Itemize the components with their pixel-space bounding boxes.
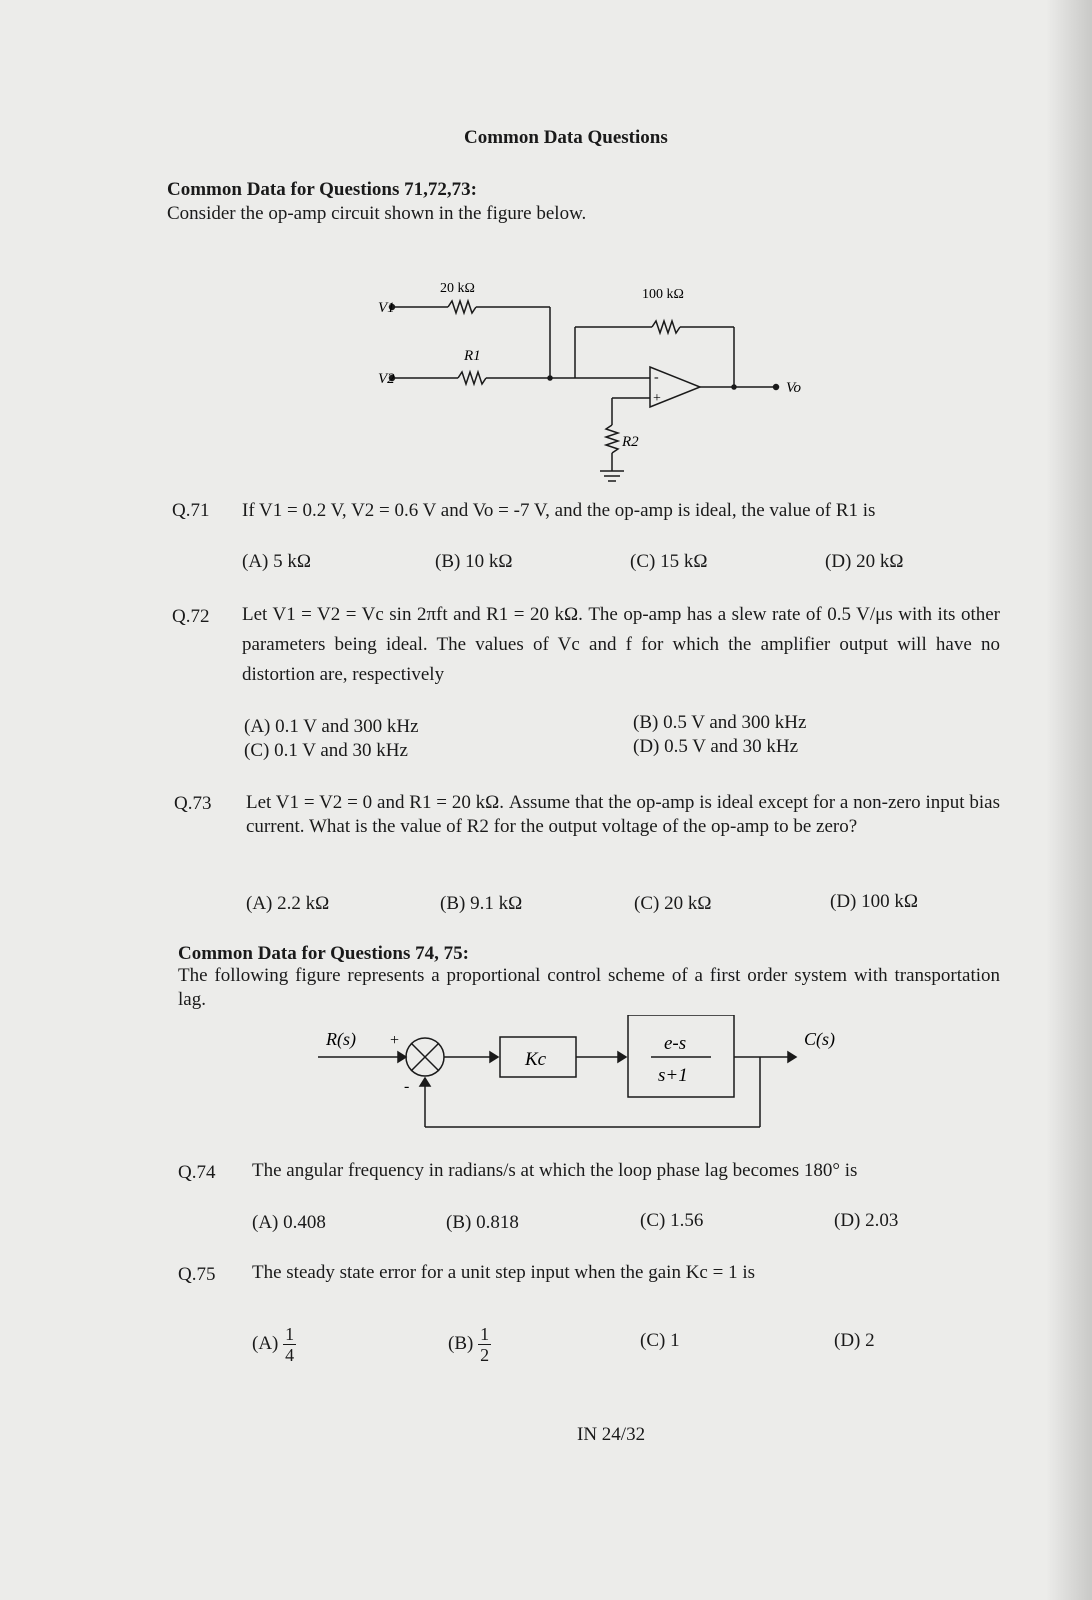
kc-label: Kc: [525, 1049, 547, 1070]
resistor-r1: [458, 372, 486, 384]
vo-label: Vo: [786, 380, 801, 396]
q71-number: Q.71: [172, 500, 210, 521]
q72-option-b: (B) 0.5 V and 300 kHz: [633, 712, 807, 733]
control-block-diagram: [318, 1015, 858, 1135]
section2-intro: The following figure represents a proportional control scheme of a first order system with transportation lag.: [178, 965, 1000, 1010]
resistor-100k: [652, 321, 680, 333]
q75-text: The steady state error for a unit step input when the gain Kc = 1 is: [252, 1262, 755, 1283]
q74-text: The angular frequency in radians/s at which the loop phase lag becomes 180° is: [252, 1160, 858, 1181]
cs-label: C(s): [804, 1029, 835, 1049]
q71-option-c: (C) 15 kΩ: [630, 551, 708, 572]
section1-heading: Common Data for Questions 71,72,73:: [167, 179, 477, 200]
q72-option-c: (C) 0.1 V and 30 kHz: [244, 740, 408, 761]
resistor-20k: [448, 301, 476, 313]
q72-option-d: (D) 0.5 V and 30 kHz: [633, 736, 798, 757]
q71-option-b: (B) 10 kΩ: [435, 551, 513, 572]
page-title: Common Data Questions: [464, 127, 668, 148]
q73-text: Let V1 = V2 = 0 and R1 = 20 kΩ. Assume that the op-amp is ideal except for a non-zero input bias current. What is the value of R2 for the output voltage of the op-amp to be zero?: [246, 792, 1000, 837]
sum-plus-sign: +: [390, 1032, 400, 1049]
q71-option-a: (A) 5 kΩ: [242, 551, 311, 572]
q75-option-a-fraction: $\frac{1}{4}$: [285, 1324, 295, 1365]
q73-option-b: (B) 9.1 kΩ: [440, 893, 523, 914]
q74-option-d: (D) 2.03: [834, 1210, 899, 1231]
q72-text: Let V1 = V2 = Vc sin 2πft and R1 = 20 kΩ. The op-amp has a slew rate of 0.5 V/μs with its other parameters being ideal. The values of Vc and f for which the amplifier output will have no distortion are, respectively: [242, 604, 1000, 685]
q73-option-c: (C) 20 kΩ: [634, 893, 712, 914]
opamp-plus: +: [653, 391, 661, 406]
q75-option-c: (C) 1: [640, 1330, 680, 1351]
q75-option-b-label: (B): [448, 1332, 474, 1354]
q71-option-d: (D) 20 kΩ: [825, 551, 904, 572]
q75-option-a-label: (A): [252, 1332, 279, 1354]
rs-label: R(s): [326, 1029, 356, 1049]
q74-option-b: (B) 0.818: [446, 1212, 519, 1233]
q74-option-c: (C) 1.56: [640, 1210, 704, 1231]
q72-option-a: (A) 0.1 V and 300 kHz: [244, 716, 419, 737]
q75-number: Q.75: [178, 1264, 216, 1285]
vo-terminal: [774, 385, 779, 390]
q74-option-a: (A) 0.408: [252, 1212, 326, 1233]
tf-denominator: s+1: [658, 1065, 688, 1086]
v2-label: V2: [378, 371, 395, 387]
tf-numerator: e-s: [664, 1033, 687, 1054]
q73-number: Q.73: [174, 793, 212, 814]
section1-intro: Consider the op-amp circuit shown in the figure below.: [167, 203, 587, 224]
rf-label: 100 kΩ: [642, 287, 684, 302]
q71-text: If V1 = 0.2 V, V2 = 0.6 V and Vo = -7 V, and the op-amp is ideal, the value of R1 is: [242, 500, 876, 521]
q75-option-b: [448, 1324, 491, 1365]
q73-option-d: (D) 100 kΩ: [830, 891, 918, 912]
r-top-label: 20 kΩ: [440, 281, 475, 296]
q72-number: Q.72: [172, 606, 210, 627]
q73-option-a: (A) 2.2 kΩ: [246, 893, 330, 914]
q75-option-d: (D) 2: [834, 1330, 875, 1351]
scan-edge-shadow: [1046, 0, 1092, 1600]
opamp-circuit-diagram: [350, 275, 820, 500]
section2-heading: Common Data for Questions 74, 75:: [178, 943, 469, 964]
sum-minus-sign: -: [404, 1078, 410, 1095]
q74-number: Q.74: [178, 1162, 216, 1183]
q75-option-a: [252, 1324, 296, 1365]
r2-label: R2: [622, 434, 639, 450]
r1-label: R1: [464, 348, 481, 364]
page-footer: IN 24/32: [577, 1424, 646, 1445]
opamp-minus: -: [654, 370, 659, 385]
v1-label: V1: [378, 300, 395, 316]
resistor-r2: [606, 425, 618, 453]
q75-option-b-fraction: $\frac{1}{2}$: [480, 1324, 490, 1365]
